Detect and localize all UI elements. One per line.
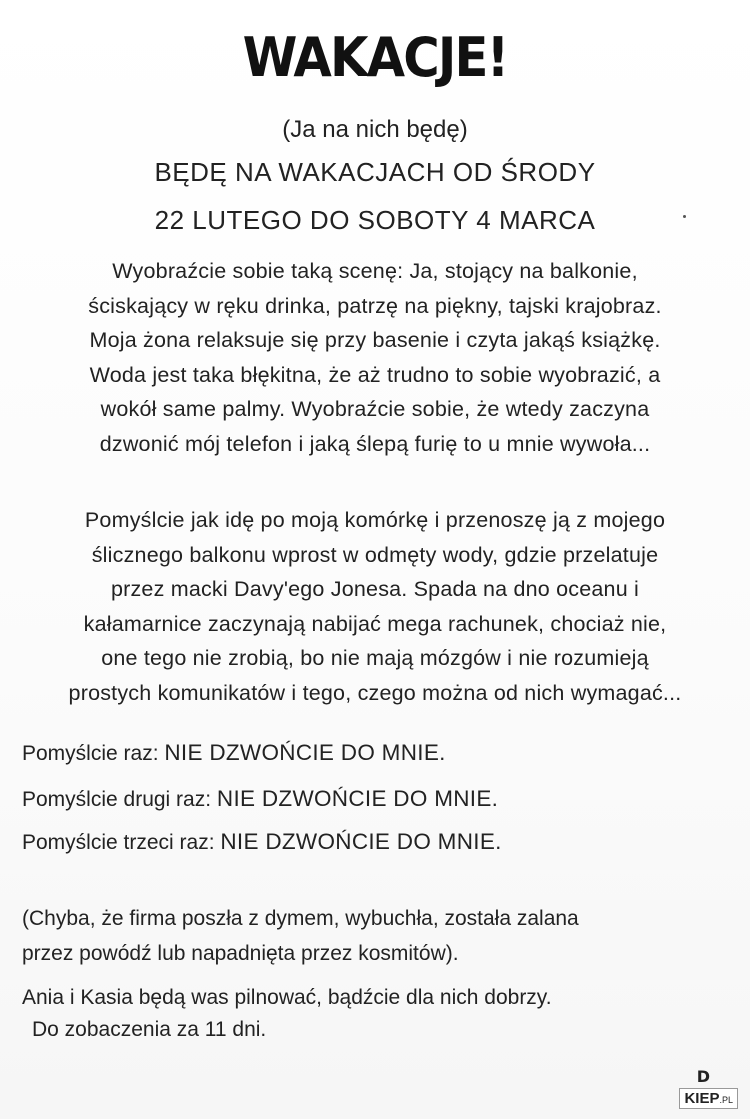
- paragraph-line: Woda jest taka błękitna, że aż trudno to sobie wyobrazić, a: [89, 362, 661, 387]
- paragraph-line: dzwonić mój telefon i jaką ślepą furię to u mnie wywoła...: [99, 431, 651, 456]
- paragraph-line: Wyobraźcie sobie taką scenę: Ja, stojący na balkonie,: [112, 259, 638, 283]
- note-line-4: Do zobaczenia za 11 dni.: [32, 1018, 267, 1041]
- watermark-main: KIEP: [684, 1090, 720, 1107]
- repeat-line-2: [22, 786, 498, 812]
- speck: [683, 215, 686, 218]
- watermark-logo-icon: D: [696, 1067, 710, 1086]
- page-title: WAKACJE!: [242, 26, 508, 89]
- paragraph-1: [20, 254, 730, 461]
- paragraph-line: one tego nie zrobią, bo nie mają mózgów i nie rozumieją: [101, 646, 649, 670]
- note-line-1: (Chyba, że firma poszła z dymem, wybuchła, została zalana: [22, 907, 579, 930]
- repeat-caps: NIE DZWOŃCIE DO MNIE.: [220, 829, 502, 854]
- paragraph-line: przez macki Davy'ego Jonesa. Spada na dno oceanu i: [110, 577, 640, 601]
- repeat-line-1: [22, 740, 446, 766]
- paragraph-line: Moja żona relaksuje się przy basenie i czyta jakąś książkę.: [89, 328, 661, 352]
- paragraph-line: Pomyślcie jak idę po moją komórkę i przenoszę ją z mojego: [84, 508, 666, 532]
- paragraph-line: prostych komunikatów i tego, czego można od nich wymagać...: [68, 680, 682, 705]
- repeat-prefix: Pomyślcie raz:: [22, 742, 165, 765]
- paragraph-line: wokół same palmy. Wyobraźcie sobie, że wtedy zaczyna: [100, 397, 650, 421]
- repeat-caps: NIE DZWOŃCIE DO MNIE.: [164, 740, 446, 765]
- subtitle: (Ja na nich będę): [282, 116, 468, 143]
- heading-line-1: BĘDĘ NA WAKACJACH OD ŚRODY: [154, 157, 596, 187]
- paragraph-2: [20, 503, 730, 710]
- note-line-2: przez powódź lub napadnięta przez kosmitów).: [22, 942, 459, 965]
- repeat-line-3: [22, 829, 502, 855]
- repeat-caps: NIE DZWOŃCIE DO MNIE.: [216, 786, 499, 811]
- watermark-suffix: .PL: [719, 1095, 733, 1105]
- paragraph-line: ściskający w ręku drinka, patrzę na piękny, tajski krajobraz.: [88, 293, 662, 318]
- repeat-prefix: Pomyślcie drugi raz:: [22, 788, 217, 811]
- watermark: [679, 1088, 738, 1109]
- paragraph-line: ślicznego balkonu wprost w odmęty wody, gdzie przelatuje: [91, 542, 659, 567]
- paragraph-line: kałamarnice zaczynają nabijać mega rachunek, chociaż nie,: [83, 611, 667, 636]
- repeat-prefix: Pomyślcie trzeci raz:: [22, 831, 221, 854]
- heading-line-2: 22 LUTEGO DO SOBOTY 4 MARCA: [154, 205, 596, 235]
- note-line-3: Ania i Kasia będą was pilnować, bądźcie dla nich dobrzy.: [22, 986, 552, 1009]
